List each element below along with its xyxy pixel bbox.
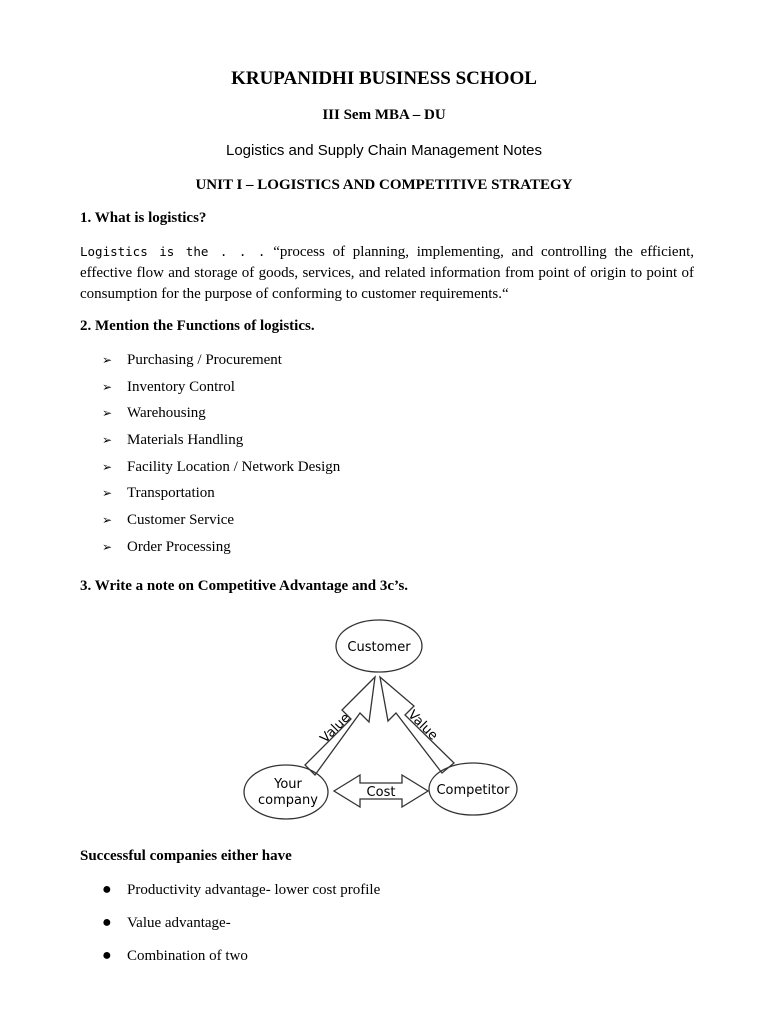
arrow-bullet-icon: ➢ <box>102 379 113 394</box>
value-label-right: Value <box>404 707 441 744</box>
dot-bullet-icon: ● <box>102 881 112 898</box>
list-item: ➢ Materials Handling <box>102 432 244 449</box>
list-item: ➢ Facility Location / Network Design <box>102 458 341 475</box>
list-item: ➢ Purchasing / Procurement <box>102 352 282 368</box>
arrow-bullet-icon: ➢ <box>102 539 113 554</box>
list-item: ● Combination of two <box>102 947 248 964</box>
cost-label: Cost <box>366 785 396 800</box>
list-item: ● Value advantage- <box>102 914 231 931</box>
arrow-bullet-icon: ➢ <box>102 433 113 448</box>
competitor-label: Competitor <box>436 783 510 798</box>
list-item: ➢ Customer Service <box>102 512 235 529</box>
advantage-list <box>102 880 380 979</box>
customer-label: Customer <box>347 640 411 655</box>
dot-bullet-icon: ● <box>102 914 112 931</box>
school-title: KRUPANIDHI BUSINESS SCHOOL <box>231 68 537 89</box>
arrow-bullet-icon: ➢ <box>102 513 113 528</box>
q2-heading: 2. Mention the Functions of logistics. <box>80 318 315 334</box>
list-item: ● Productivity advantage- lower cost profile <box>102 881 381 898</box>
q1-heading: 1. What is logistics? <box>80 210 207 226</box>
successful-heading: Successful companies either have <box>80 848 292 864</box>
logistics-definition <box>80 241 694 305</box>
three-cs-diagram <box>238 607 528 827</box>
value-label-left: Value <box>317 710 354 747</box>
notes-title: Logistics and Supply Chain Management Notes <box>225 142 543 159</box>
your-company-label-line1: Your <box>274 777 302 792</box>
unit-heading: UNIT I – LOGISTICS AND COMPETITIVE STRATEGY <box>195 177 573 193</box>
functions-list <box>102 350 340 564</box>
arrow-bullet-icon: ➢ <box>102 486 113 501</box>
semester-label: III Sem MBA – DU <box>322 107 446 123</box>
arrow-bullet-icon: ➢ <box>102 353 113 367</box>
your-company-node <box>244 765 328 819</box>
your-company-label-line2: company <box>258 793 318 808</box>
list-item: ➢ Inventory Control <box>102 378 235 395</box>
list-item: ➢ Warehousing <box>102 405 206 422</box>
list-item: ➢ Order Processing <box>102 538 231 555</box>
arrow-bullet-icon: ➢ <box>102 406 113 421</box>
arrow-bullet-icon: ➢ <box>102 459 113 474</box>
q3-heading: 3. Write a note on Competitive Advantage and 3c’s. <box>80 578 409 594</box>
dot-bullet-icon: ● <box>102 947 112 964</box>
list-item: ➢ Transportation <box>102 485 215 502</box>
definition-body: “process of planning, implementing, and controlling the efficient, effective flow and storage of goods, services, and related information from point of origin to point of consumption for the purpose of conforming to customer requirements.“ <box>80 244 694 302</box>
definition-lead: Logistics is the . . . <box>80 244 266 259</box>
